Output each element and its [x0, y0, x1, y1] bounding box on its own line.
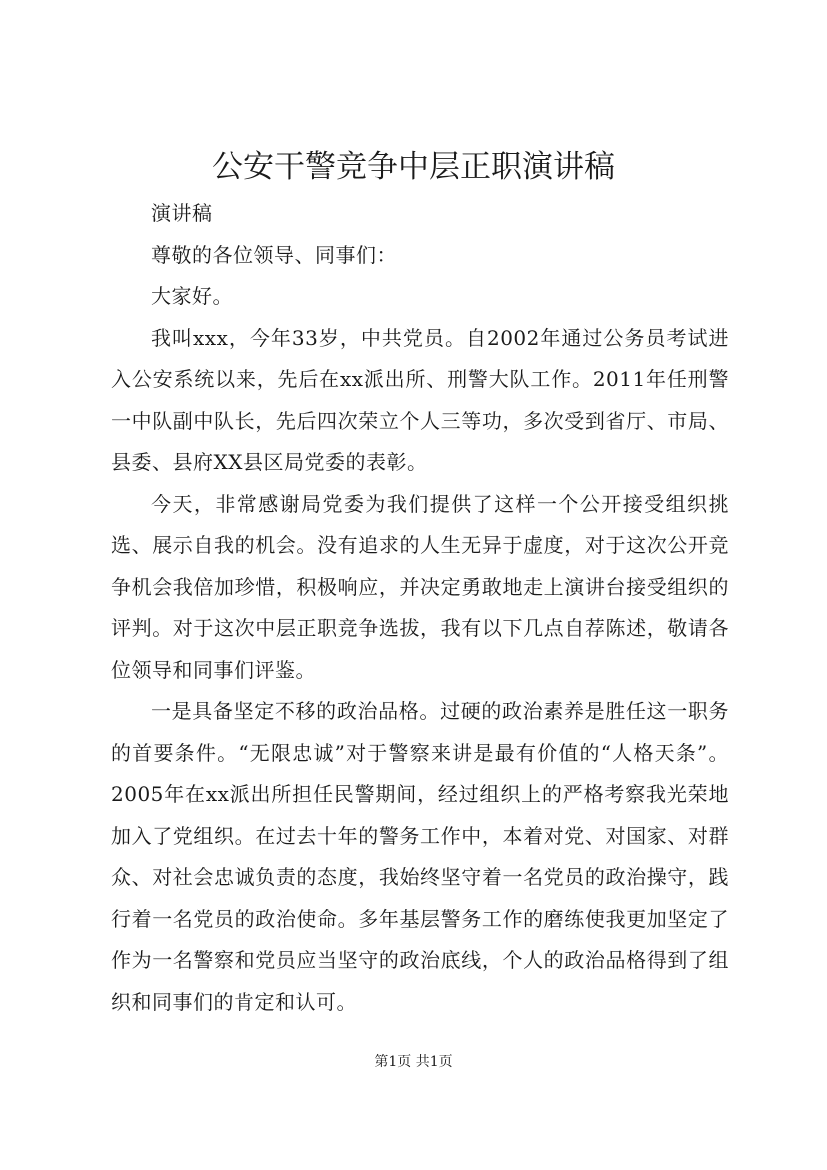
paragraph-gratitude: 今天，非常感谢局党委为我们提供了这样一个公开接受组织挑选、展示自我的机会。没有追求的人生无异于虚度，对于这次公开竞争机会我倍加珍惜，积极响应，并决定勇敢地走上演讲台接受组织的评判。对于这次中层正职竞争选拔，我有以下几点自荐陈述，敬请各位领导和同事们评鉴。 [111, 491, 729, 682]
paragraph-introduction: 我叫xxx，今年33岁，中共党员。自2002年通过公务员考试进入公安系统以来，先后在xx派出所、刑警大队工作。2011年任刑警一中队副中队长，先后四次荣立个人三等功，多次受到省厅、市局、县委、县府XX县区局党委的表彰。 [111, 325, 729, 474]
document-title: 公安干警竞争中层正职演讲稿 [212, 149, 615, 185]
paragraph-salutation: 尊敬的各位领导、同事们： [151, 242, 397, 267]
paragraph-political-character: 一是具备坚定不移的政治品格。过硬的政治素养是胜任这一职务的首要条件。“无限忠诚”对于警察来讲是最有价值的“人格天条”。2005年在xx派出所担任民警期间，经过组织上的严格考察我光荣地加入了党组织。在过去十年的警务工作中，本着对党、对国家、对群众、对社会忠诚负责的态度，我始终坚守着一名党员的政治操守，践行着一名党员的政治使命。多年基层警务工作的磨练使我更加坚定了作为一名警察和党员应当坚守的政治底线，个人的政治品格得到了组织和同事们的肯定和认可。 [111, 699, 729, 1014]
paragraph-heading: 演讲稿 [151, 201, 213, 225]
page-footer: 第1页 共1页 [374, 1054, 453, 1070]
paragraph-greeting: 大家好。 [151, 284, 233, 308]
document-body [111, 193, 729, 1023]
